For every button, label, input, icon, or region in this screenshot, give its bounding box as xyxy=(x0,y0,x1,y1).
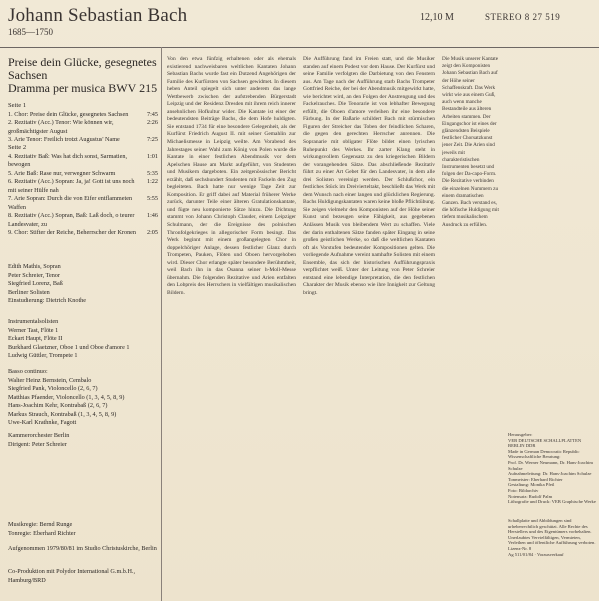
header xyxy=(0,0,599,42)
composer-dates: 1685—1750 xyxy=(8,27,53,37)
production-credits: Musikregie: Bernd Runge Tonregie: Eberhard Richter xyxy=(8,521,76,537)
track-title: 6. Rezitativ (Acc.) Sopran: Ja, ja! Gott ist uns noch mit seiner Hülfe nah xyxy=(8,178,135,194)
track-item xyxy=(8,229,158,238)
side-2-block xyxy=(8,144,158,238)
coproduction-info: Co-Produktion mit Polydor International G.m.b.H., Hamburg/BRD xyxy=(8,568,136,584)
track-item xyxy=(8,111,158,120)
side-2-tracklist xyxy=(8,153,158,238)
track-item xyxy=(8,212,158,229)
track-title: 2. Rezitativ (Acc.) Tenor: Wie können wir, großmächtigster August xyxy=(8,119,114,135)
column-divider xyxy=(161,47,162,601)
work-title: Preise dein Glücke, gesegnetes Sachsen Dramma per musica BWV 215 xyxy=(8,55,158,95)
liner-notes-column-3: Die Musik unserer Kantate zeigt den Komponisten Johann Sebastian Bach auf der Höhe seiner Schaffenskraft. Das Werk wirkt wie aus einem Guß, auch wenn manche Bestandteile aus älteren Arbeiten stammen. Der Eingangschor ist eines der glänzendsten Beispiele festlicher Chorsatzkunst jener Zeit. Die Arien sind jeweils mit charakteristischen Instrumenten besetzt und folgen der Da-capo-Form. Die Rezitative verbinden die einzelnen Nummern zu einem dramatischen Ganzen. Bach verstand es, die höfische Huldigung mit tiefem musikalischem Ausdruck zu erfüllen. xyxy=(442,56,499,228)
track-title: 3. Arie Tenor: Freilich trotzt Augustus' Name xyxy=(8,136,120,143)
basso-continuo: Basso continuo: Walter Heinz Bernstein, Cembalo Siegfried Pank, Violoncello (2, 6, 7) Matthias Pfaender, Violoncello (1, 3, 4, 5, 8, 9) Hans-Joachim Kehr, Kontrabaß (2, 6, 7) Markus Strauch, Kontrabaß (1, 3, 4, 5, 8, 9) Uwe-Karl Krathnke, Fagott xyxy=(8,368,125,426)
track-title: 7. Arie Sopran: Durch die von Eifer entflammeten Waffen xyxy=(8,195,133,211)
price: 12,10 M xyxy=(420,12,454,23)
side-1-block xyxy=(8,102,158,145)
track-item xyxy=(8,178,158,195)
left-column xyxy=(8,56,158,95)
track-duration: 2:05 xyxy=(146,229,158,236)
header-rule xyxy=(0,47,599,48)
track-item xyxy=(8,170,158,179)
track-title: 8. Rezitativ (Acc.) Sopran, Baß: Laß doch, o teurer Landesvater, zu xyxy=(8,212,135,228)
track-title: 1. Chor: Preise dein Glücke, gesegnetes Sachsen xyxy=(8,110,129,118)
track-title: 9. Chor: Stifter der Reiche, Beherrscher der Kronen xyxy=(8,229,137,236)
track-duration: 7:25 xyxy=(146,136,158,143)
track-title: 5. Arie Baß: Rase nur, verwegner Schwarm xyxy=(8,169,116,177)
catalog-number: STEREO 8 27 519 xyxy=(485,12,561,22)
track-duration: 2:26 xyxy=(146,119,158,126)
track-duration: 1:46 xyxy=(146,212,158,219)
liner-notes-column-2: Die Aufführung fand im Freien statt, und die Musiker standen auf einem Podest vor dem Hause. Der Kurfürst und seine Familie verfolgten die Darbietung von den Fenstern aus. Am Tage nach der Aufführung starb Bachs Trompeter Gottfried Reiche, der bei der Abendmusik mitgewirkt hatte, wie berichtet wird, an den Folgen der Anstrengung und des Fackelrauches. Die Tenorarie ist von lebhafter Bewegung erfüllt, die Oboen d'amore verleihen ihr eine besondere Färbung. In der Baßarie schildert Bach mit stürmischen Figuren der Streicher das Toben der feindlichen Scharen, die gegen den gerechten Herrscher anrennen. Die Sopranarie mit obligater Flöte bildet einen lyrischen Ruhepunkt des Werkes. Ihr zarter Klang steht in wirkungsvollem Gegensatz zu den kriegerischen Bildern der vorangehenden Sätze. Das abschließende Rezitativ führt zu einer Art Gebet für den Landesvater, in dem alle drei Solisten vereinigt werden. Der Schlußchor, ein festliches Stück im Dreivierteltakt, beschließt das Werk mit dem Wunsch nach einer langen und glücklichen Regierung. Bachs Huldigungskantaten waren keine bloße Pflichtübung. Sie zeigen vielmehr den Komponisten auf der Höhe seiner Kunst und bezeugen seine Fähigkeit, aus gegebenen Anlässen Musik von bleibendem Wert zu schaffen. Viele der darin enthaltenen Sätze fanden später Eingang in seine großen geistlichen Werke, so daß die weltlichen Kantaten oft als Vorstufen bedeutender Kompositionen gelten. Die vorliegende Aufnahme vereint namhafte Solisten mit einem Ensemble, das sich der historischen Aufführungspraxis verpflichtet weiß. Unter der Leitung von Peter Schreier entstand eine lebendige Interpretation, die den festlichen Charakter der Musik ebenso wie ihre Innigkeit zur Geltung bringt. xyxy=(303,56,435,296)
liner-notes-column-1: Von den etwa fünfzig erhaltenen oder als ehemals existierend nachweisbaren weltlichen Kantaten Johann Sebastian Bachs wurde fast ein Dutzend Angehörigen der Familie des Kurfürsten von Sachsen gewidmet. In diesem heben Anteil spiegelt sich unter anderem das lange Wettbewerb zwischen der aufstrebenden Bürgerstadt Leipzig und der Residenz Dresden mit ihrem reich innerer ansehnlichen Hofkultur wider. Die Kantate ist einer der bedeutendsten Beiträge Bachs, die dem Hofe huldigten. Sie entstand 1734 für eine besondere Gelegenheit, als der Kurfürst Friedrich August II. mit seiner Gemahlin zur Michaelismesse in Leipzig weilte. Am Vorabend des Jahrestages seiner Wahl zum König von Polen wurde die Kantate in einer festlichen Abendmusik vor dem Apelschen Hause am Markt aufgeführt, von Studenten und Musikern dargeboten. Ein zeitgenössischer Bericht erzählt, daß sechshundert Studenten mit Fackeln den Zug begleiteten. Bach hatte nur wenige Tage Zeit zur Komposition. Er griff dabei auf Material früherer Werke zurück, darunter Teile einer älteren Gratulationskantate, und fügte neu komponierte Sätze hinzu. Die Dichtung stammt von Johann Christoph Clauder, einem Leipziger Schulmann, der die Ereignisse des polnischen Thronfolgekrieges in allegorischer Form besingt. Das Werk beginnt mit einem großangelegten Chor in doppelchöriger Anlage, dessen festlicher Glanz durch Trompeten, Pauken, Flöten und Oboen hervorgehoben wird. Dieser Chor erlangte später besondere Berühmtheit, weil Bach ihn in das Osanna seiner h-Moll-Messe übernahm. Die folgenden Rezitative und Arien entfalten den Lobpreis des Herrschers in vielfältigen musikalischen Bildern. xyxy=(167,56,296,296)
track-title: 4. Rezitativ Baß: Was hat dich sonst, Sarmatien, bewogen xyxy=(8,152,127,168)
track-item xyxy=(8,153,158,170)
track-duration: 5:35 xyxy=(146,169,158,177)
copyright-fineprint: Schallplatte und Abbildungen sind urheberrechtlich geschützt. Alle Rechte des Herstellers und des Eigentümers vorbehalten. Unerlaubtes Vervielfältigen, Vermieten, Verleihen und öffentliche Aufführung verboten. Lizenz-Nr. 8 Ag 511/01/84 · Vorausverkauf xyxy=(508,518,596,557)
orchestra: Kammerorchester Berlin Dirigent: Peter Schreier xyxy=(8,432,70,448)
instrumental-soloists: Instrumentalsolisten Werner Tast, Flöte 1 Eckart Haupt, Flöte II Burkhard Glaetzner, Oboe 1 und Oboe d'amore 1 Ludwig Güttler, Trompete 1 xyxy=(8,318,130,359)
track-duration: 1:22 xyxy=(146,178,158,185)
composer-name: Johann Sebastian Bach xyxy=(8,5,188,26)
soloists: Edith Mathis, Sopran Peter Schreier, Tenor Siegfried Lorenz, Baß Berliner Solisten Einstudierung: Dietrich Knothe xyxy=(8,263,87,304)
publisher-credits: Herausgeber: VEB DEUTSCHE SCHALLPLATTEN BERLIN DDR Made in German Democratic Republic Wissenschaftliche Beratung: Prof. Dr. Werner Neumann, Dr. Hans-Joachim Schulze Aufnahmeleitung: Dr. Hans-Joachim Schulze Tonmeister: Eberhard Richter Gestaltung: Monika Pfeil Foto: Bildarchiv Notensatz: Rudolf Palm Lithografie und Druck: VEB Graphische Werke xyxy=(508,432,596,505)
side-2-label: Seite 2 xyxy=(8,144,27,151)
track-duration: 7:45 xyxy=(146,110,158,118)
track-item xyxy=(8,119,158,136)
side-1-tracklist xyxy=(8,111,158,145)
track-duration: 1:01 xyxy=(146,152,158,160)
track-duration: 5:55 xyxy=(146,195,158,202)
recording-info: Aufgenommen 1979/80/81 im Studio Christuskirche, Berlin xyxy=(8,545,157,552)
side-1-label: Seite 1 xyxy=(8,102,27,109)
track-item xyxy=(8,195,158,212)
